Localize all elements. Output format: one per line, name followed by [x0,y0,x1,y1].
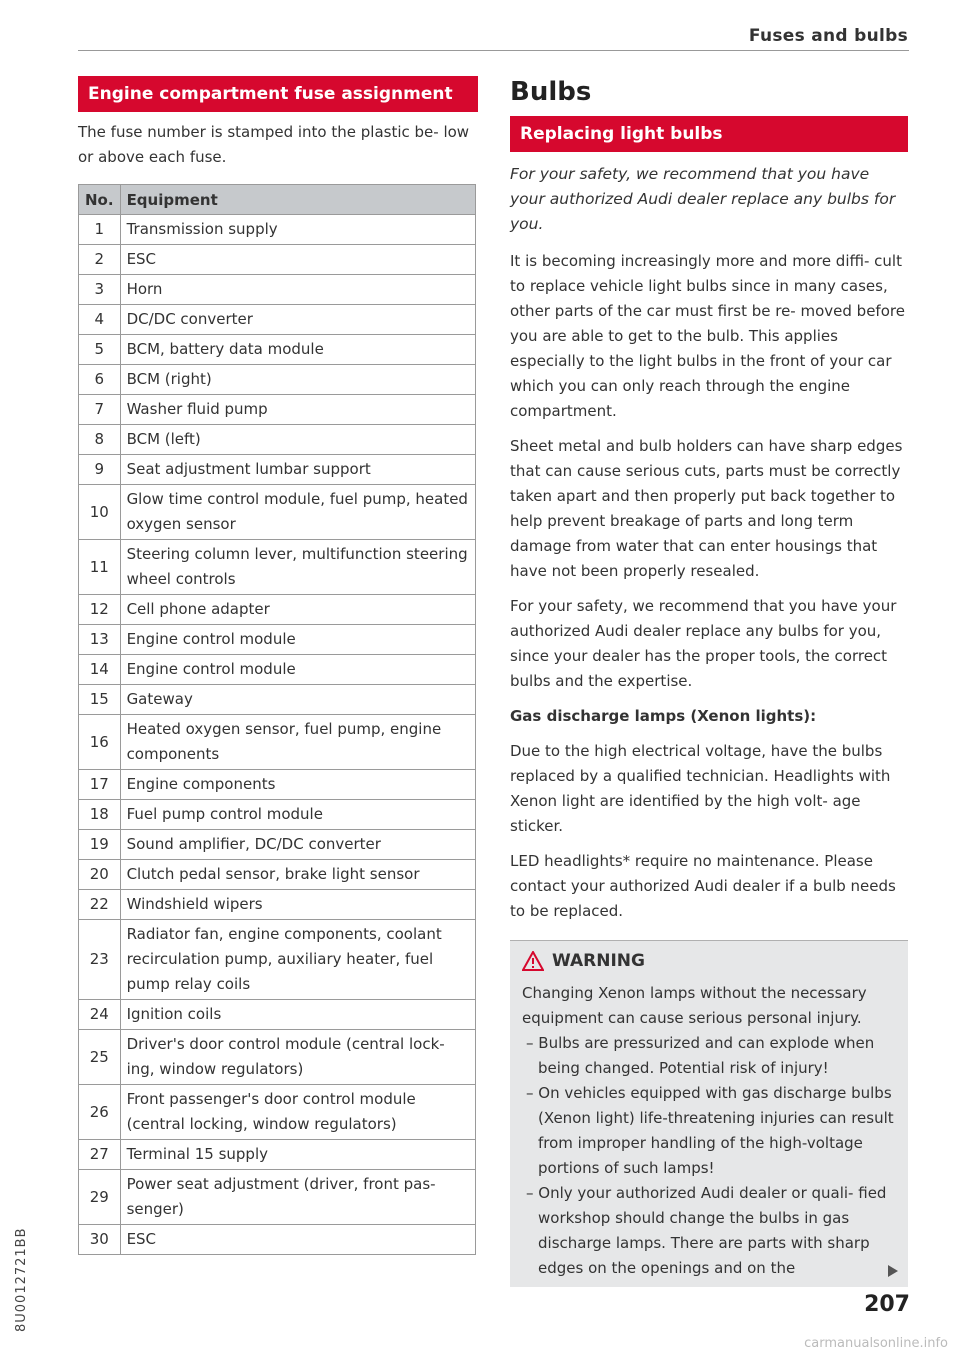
fuse-number: 26 [79,1085,121,1140]
continue-arrow-icon [888,1265,898,1277]
fuse-number: 22 [79,890,121,920]
fuse-table-row [79,1000,476,1030]
fuse-table-row [79,625,476,655]
fuse-equipment: BCM (left) [120,425,475,455]
fuse-table-row [79,655,476,685]
fuse-equipment: Steering column lever, multifunction steering wheel controls [120,540,475,595]
fuse-equipment: Fuel pump control module [120,800,475,830]
fuse-number: 25 [79,1030,121,1085]
fuse-table-row [79,715,476,770]
col-header-equipment: Equipment [120,185,475,215]
right-column [510,76,908,1287]
fuse-table-row [79,860,476,890]
fuse-number: 5 [79,335,121,365]
fuse-number: 27 [79,1140,121,1170]
warning-bullet: – Only your authorized Audi dealer or quali- fied workshop should change the bulbs in gas discharge lamps. There are parts with sharp edges on the openings and on the [526,1184,887,1277]
fuse-number: 30 [79,1225,121,1255]
fuse-number: 3 [79,275,121,305]
fuse-table-row [79,540,476,595]
fuse-table-row [79,455,476,485]
fuse-number: 7 [79,395,121,425]
fuse-equipment: Engine components [120,770,475,800]
warning-bullet: – Bulbs are pressurized and can explode when being changed. Potential risk of injury! [526,1034,875,1077]
fuse-number: 6 [79,365,121,395]
warning-bullet: – On vehicles equipped with gas discharge bulbs (Xenon light) life-threatening injuries can result from improper handling of the high-voltage portions of such lamps! [526,1084,894,1177]
fuse-table-row [79,275,476,305]
fuse-equipment: Engine control module [120,625,475,655]
fuse-number: 12 [79,595,121,625]
fuse-number: 15 [79,685,121,715]
fuse-table-row [79,1030,476,1085]
warning-box [510,940,908,1287]
fuse-number: 24 [79,1000,121,1030]
side-document-code: 8U0012721BB [14,1227,29,1332]
fuse-number: 16 [79,715,121,770]
fuse-table-row [79,800,476,830]
page-header-title: Fuses and bulbs [748,26,908,46]
fuse-table-row [79,770,476,800]
fuse-equipment: DC/DC converter [120,305,475,335]
fuse-equipment: Power seat adjustment (driver, front pas- senger) [120,1170,475,1225]
fuse-number: 10 [79,485,121,540]
bulbs-paragraph-3: For your safety, we recommend that you have your authorized Audi dealer replace any bulbs for you, since your dealer has the proper tools, the correct bulbs and the expertise. [510,597,897,690]
fuse-number: 18 [79,800,121,830]
fuse-equipment: Transmission supply [120,215,475,245]
fuse-table-row [79,215,476,245]
page-number: 207 [864,1292,910,1317]
warning-list [522,1031,896,1281]
fuse-table-row [79,830,476,860]
fuse-equipment: Seat adjustment lumbar support [120,455,475,485]
bulbs-heading: Bulbs [510,77,592,107]
bulbs-paragraph-2: Sheet metal and bulb holders can have sharp edges that can cause serious cuts, parts must be correctly taken apart and then properly put back together to help prevent breakage of parts and long term damage from water that can enter housings that have not been properly resealed. [510,437,903,580]
fuse-table-row [79,365,476,395]
fuse-equipment: Washer fluid pump [120,395,475,425]
fuse-equipment: Glow time control module, fuel pump, heated oxygen sensor [120,485,475,540]
fuse-table-row [79,1225,476,1255]
col-header-no: No. [79,185,121,215]
fuse-equipment: Windshield wipers [120,890,475,920]
fuse-table-row [79,245,476,275]
fuse-equipment: Gateway [120,685,475,715]
fuse-table-row [79,395,476,425]
fuse-equipment: Terminal 15 supply [120,1140,475,1170]
warning-title-text: WARNING [552,951,645,971]
fuse-equipment: Front passenger's door control module (central locking, window regulators) [120,1085,475,1140]
fuse-equipment: Heated oxygen sensor, fuel pump, engine components [120,715,475,770]
fuse-number: 9 [79,455,121,485]
fuse-number: 2 [79,245,121,275]
fuse-table-row [79,890,476,920]
fuse-section-title: Engine compartment fuse assignment [78,76,478,112]
bulbs-paragraph-5: LED headlights* require no maintenance. Please contact your authorized Audi dealer if a bulb needs to be replaced. [510,852,896,920]
header-rule [78,50,909,51]
fuse-number: 29 [79,1170,121,1225]
fuse-table-row [79,685,476,715]
bulbs-paragraph-1: It is becoming increasingly more and more diffi- cult to replace vehicle light bulbs since in many cases, other parts of the car must first be re- moved before you are able to get to the bulb. This applies especially to the light bulbs in the front of your car which you can only reach through the engine compartment. [510,252,905,420]
watermark: carmanualsonline.info [804,1336,948,1351]
fuse-number: 19 [79,830,121,860]
fuse-equipment: Cell phone adapter [120,595,475,625]
fuse-equipment: Driver's door control module (central lock- ing, window regulators) [120,1030,475,1085]
fuse-table-row [79,485,476,540]
fuse-table-row [79,1140,476,1170]
warning-title [522,951,896,971]
warning-intro: Changing Xenon lamps without the necessary equipment can cause serious personal injury. [522,984,867,1027]
fuse-table-row [79,335,476,365]
fuse-intro: The fuse number is stamped into the plastic be- low or above each fuse. [78,123,470,166]
fuse-number: 23 [79,920,121,1000]
xenon-heading: Gas discharge lamps (Xenon lights): [510,707,817,725]
bulbs-section-title: Replacing light bulbs [510,116,908,152]
fuse-equipment: BCM (right) [120,365,475,395]
fuse-equipment: ESC [120,245,475,275]
fuse-number: 13 [79,625,121,655]
fuse-table-row [79,920,476,1000]
fuse-number: 14 [79,655,121,685]
fuse-equipment: BCM, battery data module [120,335,475,365]
fuse-number: 11 [79,540,121,595]
left-column [78,76,478,1255]
fuse-table-row [79,425,476,455]
fuse-equipment: Engine control module [120,655,475,685]
fuse-table-header [79,185,476,215]
bulbs-lead: For your safety, we recommend that you have your authorized Audi dealer replace any bulbs for you. [510,165,896,233]
fuse-equipment: ESC [120,1225,475,1255]
fuse-number: 4 [79,305,121,335]
fuse-table-row [79,595,476,625]
fuse-equipment: Sound amplifier, DC/DC converter [120,830,475,860]
fuse-table-row [79,1170,476,1225]
warning-triangle-icon [522,951,544,971]
fuse-table-body [79,215,476,1255]
fuse-number: 8 [79,425,121,455]
fuse-equipment: Clutch pedal sensor, brake light sensor [120,860,475,890]
fuse-table [78,184,476,1255]
fuse-equipment: Ignition coils [120,1000,475,1030]
fuse-table-row [79,1085,476,1140]
fuse-number: 1 [79,215,121,245]
fuse-equipment: Radiator fan, engine components, coolant recirculation pump, auxiliary heater, fuel pump relay coils [120,920,475,1000]
fuse-equipment: Horn [120,275,475,305]
bulbs-paragraph-4: Due to the high electrical voltage, have the bulbs replaced by a qualified technician. Headlights with Xenon light are identified by the high volt- age sticker. [510,742,891,835]
fuse-table-row [79,305,476,335]
fuse-number: 17 [79,770,121,800]
fuse-number: 20 [79,860,121,890]
